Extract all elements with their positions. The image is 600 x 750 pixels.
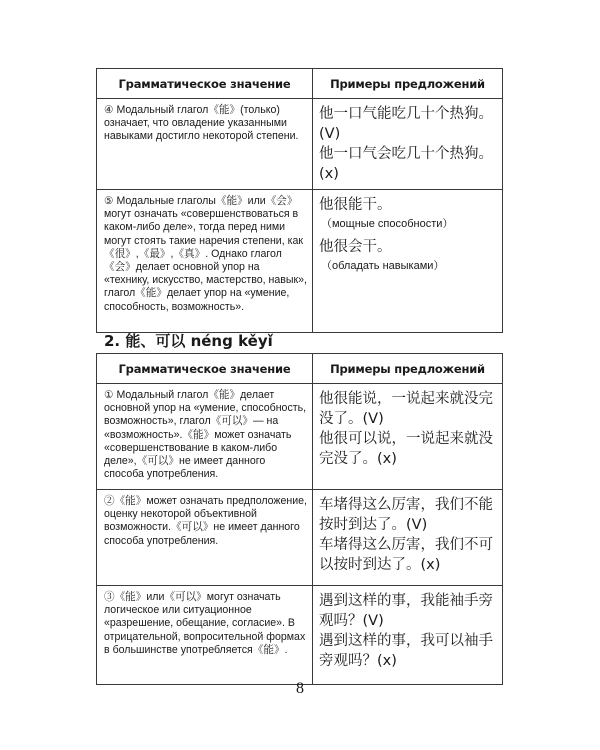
- table-header-row: [97, 354, 503, 384]
- example-sentence: 车堵得这么厉害，我们不能按时到达了。(V): [319, 497, 493, 533]
- example-sentence: 他很能说，一说起来就没完没了。(V): [319, 391, 493, 427]
- example-gloss: （мощные способности）: [321, 218, 454, 230]
- example-sentence: 遇到这样的事，我可以袖手旁观吗？(x): [319, 633, 493, 669]
- example-sentence: 车堵得这么厉害，我们不可以按时到达了。(x): [319, 537, 493, 573]
- column-header-meaning: Грамматическое значение: [97, 69, 313, 99]
- meaning-cell: ②《能》может означать предположение, оценку некоторой объективной возможности.《可以》не имеет данного способа употребления.: [97, 490, 313, 586]
- table-row: [97, 490, 503, 586]
- table-row: [97, 190, 503, 333]
- examples-cell: [313, 586, 503, 685]
- examples-cell: [313, 99, 503, 190]
- table-row: [97, 384, 503, 490]
- example-sentence: 他很会干。: [319, 239, 392, 255]
- table-row: [97, 99, 503, 190]
- examples-cell: [313, 384, 503, 490]
- grammar-table-1: [96, 68, 503, 333]
- example-sentence: 遇到这样的事，我能袖手旁观吗？(V): [319, 593, 493, 629]
- example-sentence: 他一口气会吃几十个热狗。(x): [319, 146, 493, 182]
- column-header-examples: Примеры предложений: [313, 354, 503, 384]
- meaning-cell: ③《能》или《可以》могут означать логическое или ситуационное «разрешение, обещание, согласие». В отрицательной, вопросительной формах в большинстве употребляется《能》.: [97, 586, 313, 685]
- example-sentence: 他很可以说，一说起来就没完没了。(x): [319, 431, 493, 467]
- column-header-examples: Примеры предложений: [313, 69, 503, 99]
- meaning-cell: ① Модальный глагол《能》делает основной упор на «умение, способность, возможность», глагол《可以》— на «возможность».《能》может означать «совершенствование в каком-либо деле»,《可以》не имеет данного способа употребления.: [97, 384, 313, 490]
- column-header-meaning: Грамматическое значение: [97, 354, 313, 384]
- example-gloss: （обладать навыками）: [321, 260, 445, 272]
- examples-cell: [313, 190, 503, 333]
- example-sentence: 他一口气能吃几十个热狗。(V): [319, 106, 493, 142]
- table-header-row: [97, 69, 503, 99]
- page-number: 8: [296, 680, 304, 697]
- examples-cell: [313, 490, 503, 586]
- grammar-table-2: [96, 353, 503, 685]
- table-row: [97, 586, 503, 685]
- example-sentence: 他很能干。: [319, 197, 392, 213]
- meaning-cell: ⑤ Модальные глаголы《能》или《会》могут означать «совершенствоваться в каком-либо деле», тогда перед ними могут стоять такие наречия степени, как《很》,《最》,《真》. Однако глагол《会》делает основной упор на «технику, искусство, мастерство, навык», глагол《能》делает упор на «умение, способность, возможность».: [97, 190, 313, 333]
- section-heading: 2. 能、可以 néng kěyǐ: [104, 332, 273, 350]
- meaning-cell: ④ Модальный глагол《能》(только) означает, что овладение указанными навыками достигло некоторой степени.: [97, 99, 313, 190]
